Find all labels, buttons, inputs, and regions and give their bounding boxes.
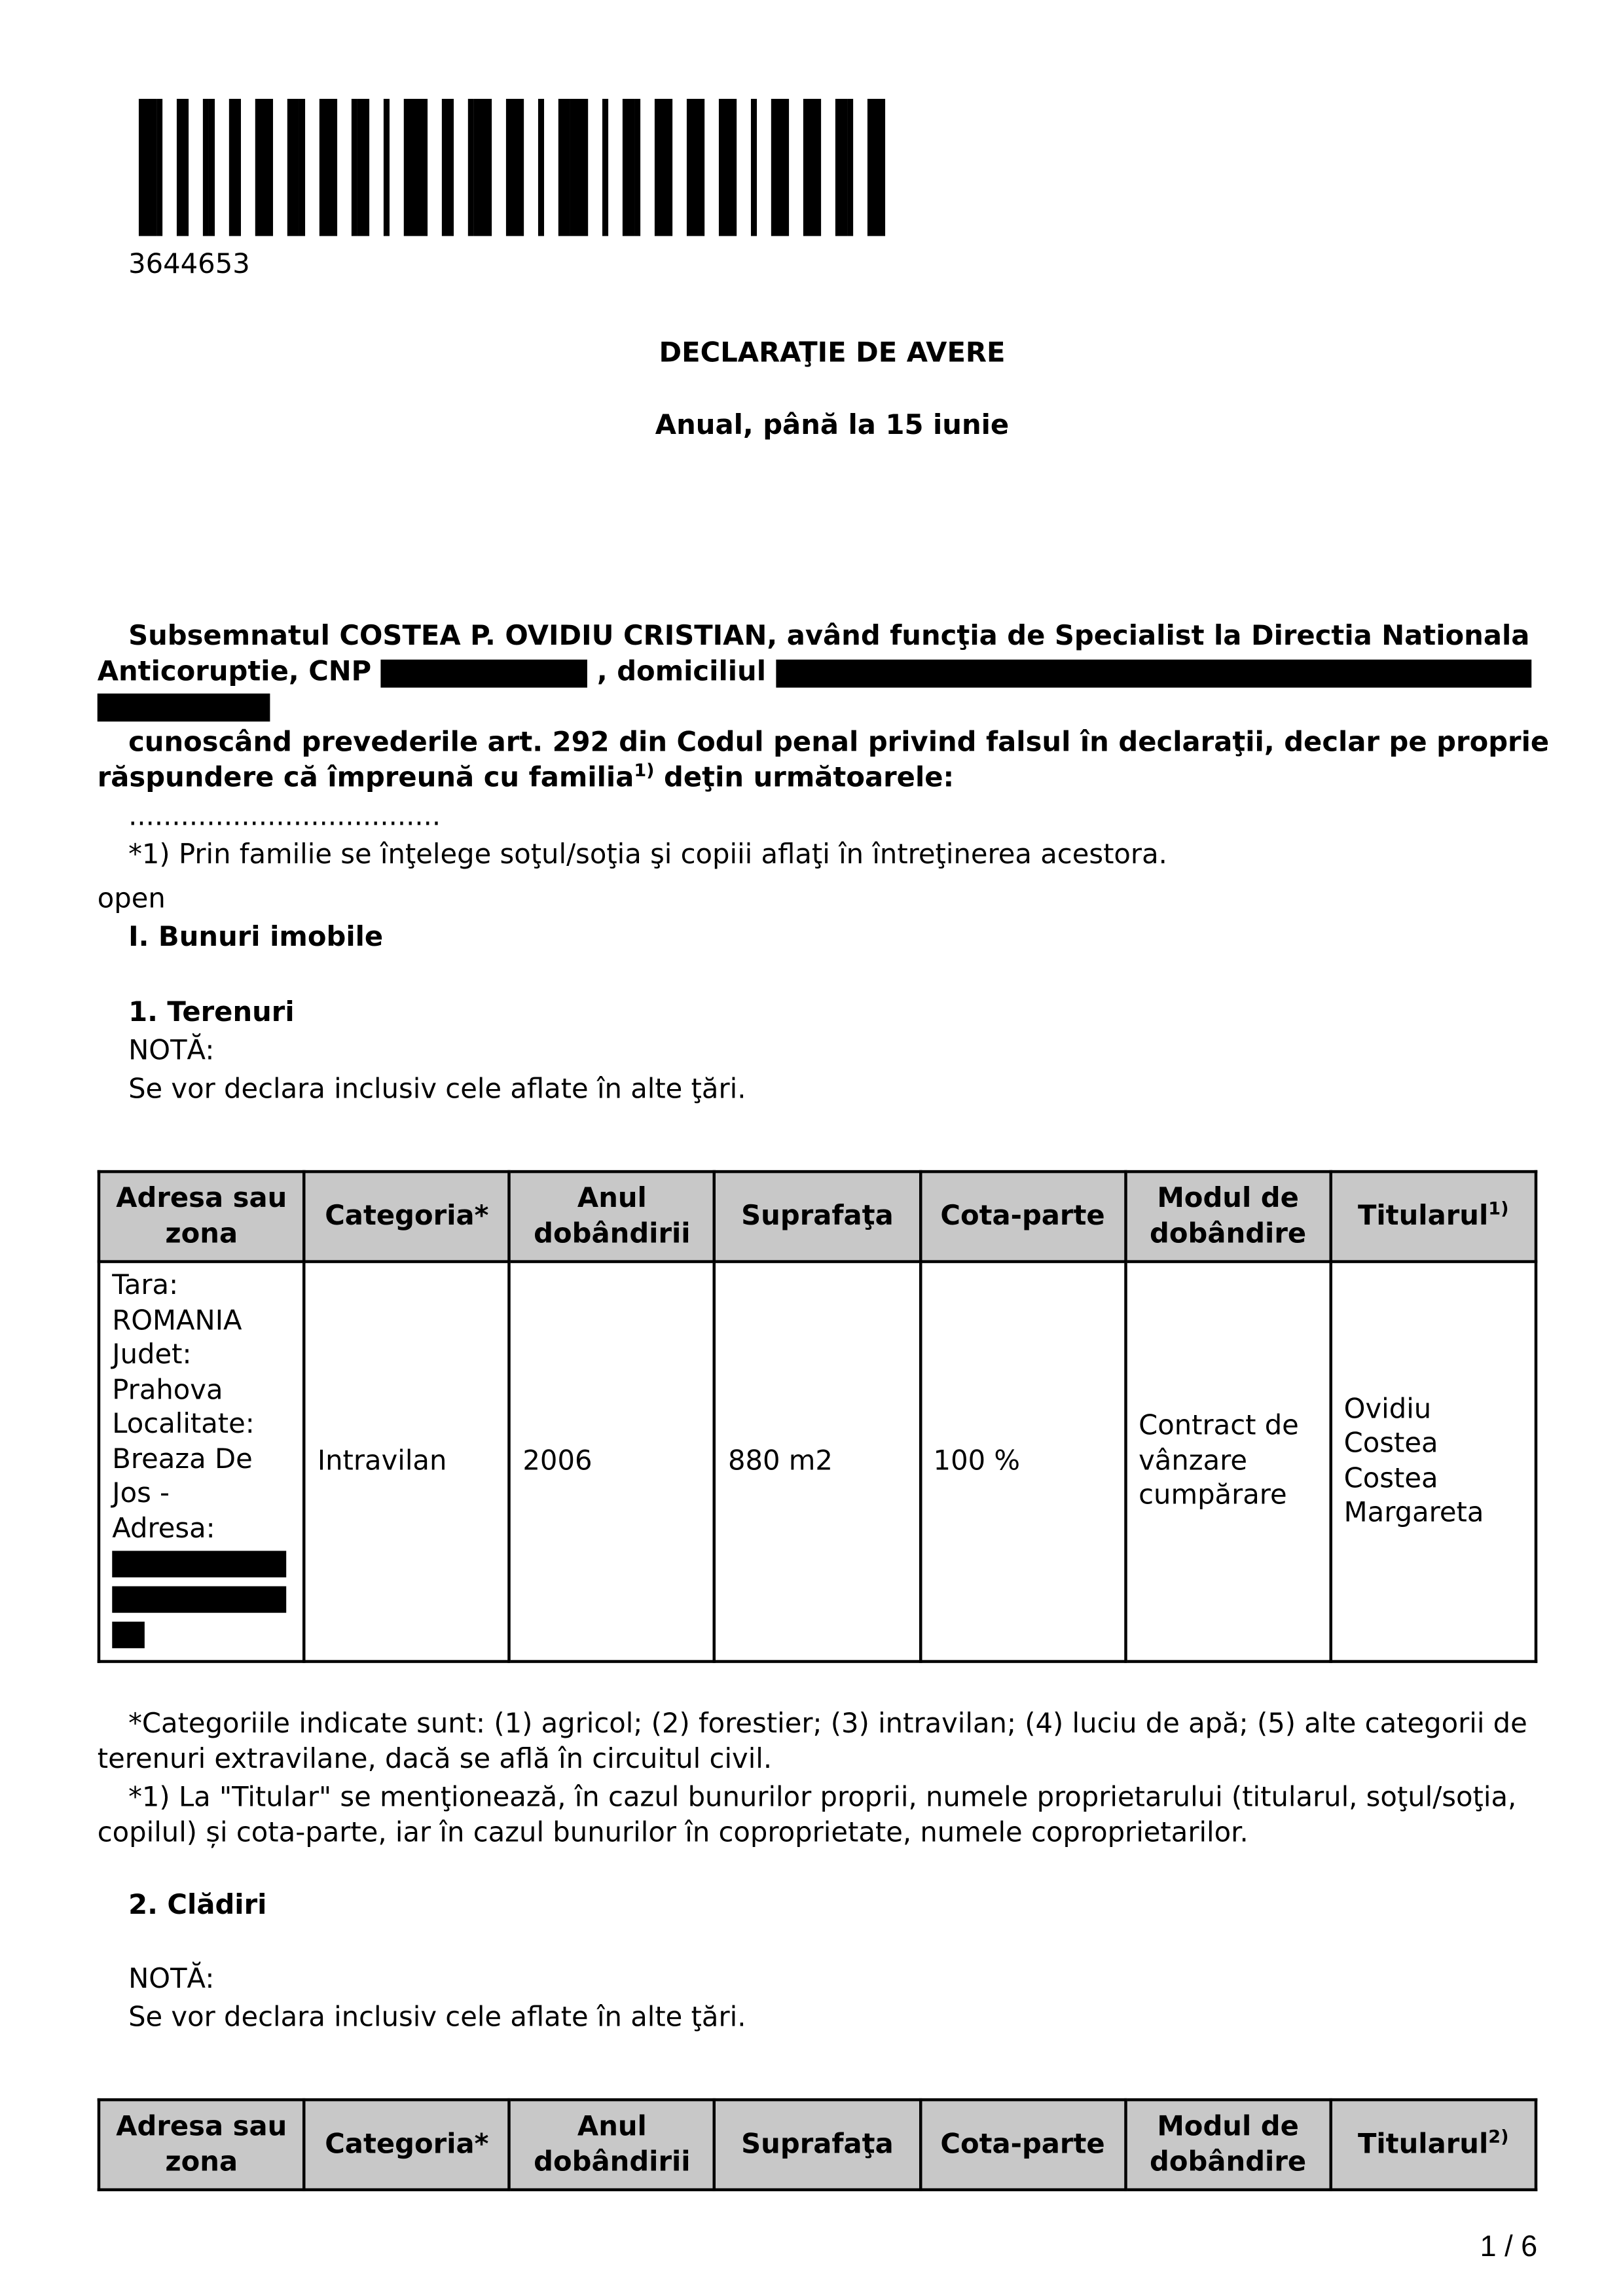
- cell-cota: 100 %: [920, 1262, 1125, 1662]
- titular-footnote: 2): [1488, 2126, 1509, 2147]
- document-title: DECLARAŢIE DE AVERE: [659, 338, 1006, 369]
- open-marker: open: [97, 884, 166, 915]
- barcode-bar: [538, 99, 544, 236]
- redacted-adresa-2: [112, 1587, 286, 1613]
- barcode-bar: [623, 99, 634, 236]
- barcode-bar: [255, 99, 273, 236]
- barcode-bar: [139, 99, 156, 236]
- nota-text-2: Se vor declara inclusiv cele aflate în alte ţări.: [128, 2002, 746, 2034]
- titular-note-2: copilul) și cota-parte, iar în cazul bunurilor în coproprietate, numele coproprietarilor.: [97, 1818, 1249, 1849]
- nota-label-1: NOTĂ:: [128, 1035, 215, 1067]
- barcode-bar: [835, 99, 847, 236]
- header-cota: Cota-parte: [920, 2100, 1125, 2190]
- cell-suprafata: 880 m2: [715, 1262, 921, 1662]
- barcode-bar: [357, 99, 369, 236]
- knowing-line-2: răspundere că împreună cu familia$^{1)}$ deţin următoarele:: [97, 760, 955, 794]
- header-anul: Anul dobândirii: [509, 2100, 715, 2190]
- footnote-marker: 1): [634, 760, 655, 781]
- barcode-bar: [512, 99, 524, 236]
- barcode-bar: [156, 99, 162, 236]
- family-note: *1) Prin familie se înţelege soţul/soţia şi copiii aflaţi în întreţinerea acestora.: [128, 839, 1167, 871]
- header-titular: Titularul$^{1)}$: [1330, 1172, 1536, 1262]
- barcode-bar: [299, 99, 305, 236]
- barcode-bar: [847, 99, 853, 236]
- section-1-title: I. Bunuri imobile: [128, 922, 384, 954]
- section-1-2-title: 2. Clădiri: [128, 1890, 267, 1922]
- barcode-bar: [506, 99, 512, 236]
- barcode-bar: [287, 99, 299, 236]
- barcode-bar: [634, 99, 640, 236]
- barcode: [139, 99, 885, 236]
- barcode-bar: [229, 99, 241, 236]
- cell-categoria: Intravilan: [304, 1262, 510, 1662]
- barcode-bar: [803, 99, 821, 236]
- barcode-bar: [655, 99, 672, 236]
- barcode-bar: [719, 99, 737, 236]
- barcode-bar: [570, 99, 588, 236]
- table-row: [99, 1262, 1536, 1662]
- intro-line-1: Subsemnatul COSTEA P. OVIDIU CRISTIAN, având funcţia de Specialist la Directia Nationala: [128, 621, 1530, 653]
- header-modul: Modul de dobândire: [1125, 2100, 1331, 2190]
- redacted-adresa-3: [112, 1622, 145, 1649]
- barcode-bar: [558, 99, 570, 236]
- redacted-domiciliu: [776, 659, 1531, 687]
- barcode-bar: [602, 99, 608, 236]
- barcode-bar: [771, 99, 783, 236]
- nota-label-2: NOTĂ:: [128, 1964, 215, 1996]
- header-adresa: Adresa sau zona: [99, 2100, 304, 2190]
- barcode-bar: [352, 99, 357, 236]
- intro-domiciliu-label: , domiciliul: [596, 656, 767, 688]
- header-modul: Modul de dobândire: [1125, 1172, 1331, 1262]
- header-adresa: Adresa sau zona: [99, 1172, 304, 1262]
- redacted-domiciliu-continued: [98, 694, 270, 722]
- intro-line-2: [98, 655, 1531, 690]
- cell-anul: 2006: [509, 1262, 715, 1662]
- titular-footnote: 1): [1488, 1198, 1509, 1219]
- titular-note-1: *1) La "Titular" se menţionează, în cazul bunurilor proprii, numele proprietarului (titularul, soţul/soţia,: [128, 1782, 1517, 1814]
- barcode-bar: [687, 99, 693, 236]
- intro-cnp-label: Anticoruptie, CNP: [97, 656, 372, 688]
- barcode-bar: [751, 99, 757, 236]
- barcode-bar: [468, 99, 474, 236]
- cell-adresa: Tara: ROMANIA Judet: Prahova Localitate: Breaza De Jos - Adresa:: [99, 1262, 304, 1662]
- redacted-adresa-1: [112, 1551, 286, 1577]
- table-header-row: [99, 2100, 1536, 2190]
- barcode-bar: [474, 99, 492, 236]
- barcode-bar: [693, 99, 704, 236]
- cladiri-table: [98, 2098, 1538, 2191]
- barcode-bar: [783, 99, 789, 236]
- barcode-bar: [384, 99, 390, 236]
- categories-note-2: terenuri extravilane, dacă se află în circuitul civil.: [97, 1744, 773, 1776]
- barcode-bar: [867, 99, 885, 236]
- header-categoria: Categoria*: [304, 2100, 510, 2190]
- header-suprafata: Suprafaţa: [715, 2100, 921, 2190]
- barcode-bar: [209, 99, 215, 236]
- barcode-bar: [177, 99, 189, 236]
- barcode-bar: [422, 99, 428, 236]
- barcode-number: 3644653: [128, 249, 250, 281]
- barcode-bar: [442, 99, 454, 236]
- header-suprafata: Suprafaţa: [715, 1172, 921, 1262]
- categories-note-1: *Categoriile indicate sunt: (1) agricol; (2) forestier; (3) intravilan; (4) luciu de apă; (5) alte categorii de: [128, 1708, 1527, 1740]
- header-titular: Titularul$^{2)}$: [1330, 2100, 1536, 2190]
- nota-text-1: Se vor declara inclusiv cele aflate în alte ţări.: [128, 1074, 746, 1105]
- header-categoria: Categoria*: [304, 1172, 510, 1262]
- barcode-bar: [404, 99, 422, 236]
- barcode-bar: [319, 99, 337, 236]
- cell-modul: Contract de vânzare cumpărare: [1125, 1262, 1331, 1662]
- barcode-bar: [203, 99, 209, 236]
- section-1-1-title: 1. Terenuri: [128, 997, 295, 1029]
- terenuri-table: [98, 1170, 1538, 1663]
- dots-line: ....................................: [128, 801, 441, 833]
- table-header-row: [99, 1172, 1536, 1262]
- cell-titular: Ovidiu Costea Costea Margareta: [1330, 1262, 1536, 1662]
- page-number: 1 / 6: [1480, 2231, 1538, 2264]
- header-anul: Anul dobândirii: [509, 1172, 715, 1262]
- header-cota: Cota-parte: [920, 1172, 1125, 1262]
- redacted-cnp: [381, 659, 588, 687]
- knowing-line-1: cunoscând prevederile art. 292 din Codul penal privind falsul în declaraţii, declar pe proprie: [128, 727, 1550, 759]
- document-subtitle: Anual, până la 15 iunie: [655, 410, 1010, 442]
